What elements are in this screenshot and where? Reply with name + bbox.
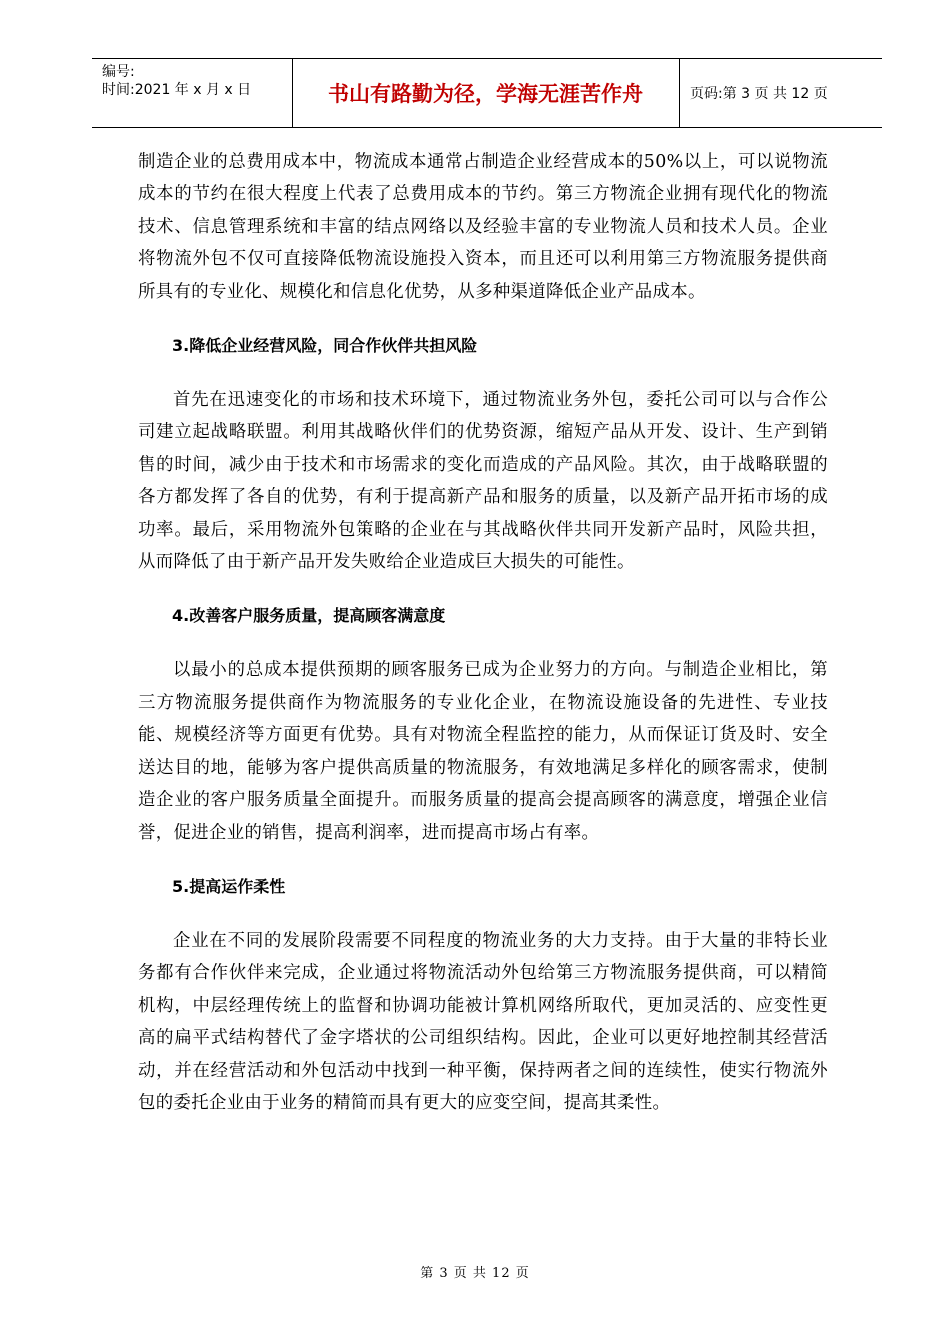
time-label: 时间:2021 年 x 月 x 日 [102,82,252,98]
section-heading: 5.提高运作柔性 [172,876,286,896]
document-body [138,146,828,1119]
header-page-info: 页码:第 3 页 共 12 页 [690,86,828,102]
page-footer: 第 3 页 共 12 页 [420,1266,530,1281]
section-heading: 4.改善客户服务质量，提高顾客满意度 [172,606,446,626]
header-motto: 书山有路勤为径，学海无涯苦作舟 [328,82,643,106]
header-divider [679,59,680,127]
paragraph: 以最小的总成本提供预期的顾客服务已成为企业努力的方向。与制造企业相比，第三方物流服务提供商作为物流服务的专业化企业，在物流设施设备的先进性、专业技能、规模经济等方面更有优势。具有对物流全程监控的能力，从而保证订货及时、安全送达目的地，能够为客户提供高质量的物流服务，有效地满足多样化的顾客需求，使制造企业的客户服务质量全面提升。而服务质量的提高会提高顾客的满意度，增强企业信誉，促进企业的销售，提高利润率，进而提高市场占有率。 [138,660,828,843]
paragraph: 首先在迅速变化的市场和技术环境下，通过物流业务外包，委托公司可以与合作公司建立起战略联盟。利用其战略伙伴们的优势资源，缩短产品从开发、设计、生产到销售的时间，减少由于技术和市场需求的变化而造成的产品风险。其次，由于战略联盟的各方都发挥了各自的优势，有利于提高新产品和服务的质量，以及新产品开拓市场的成功率。最后，采用物流外包策略的企业在与其战略伙伴共同开发新产品时，风险共担，从而降低了由于新产品开发失败给企业造成巨大损失的可能性。 [138,390,828,573]
paragraph: 制造企业的总费用成本中，物流成本通常占制造企业经营成本的50%以上，可以说物流成本的节约在很大程度上代表了总费用成本的节约。第三方物流企业拥有现代化的物流技术、信息管理系统和丰富的结点网络以及经验丰富的专业物流人员和技术人员。企业将物流外包不仅可直接降低物流设施投入资本，而且还可以利用第三方物流服务提供商所具有的专业化、规模化和信息化优势，从多种渠道降低企业产品成本。 [138,152,828,302]
paragraph: 企业在不同的发展阶段需要不同程度的物流业务的大力支持。由于大量的非特长业务都有合作伙伴来完成，企业通过将物流活动外包给第三方物流服务提供商，可以精简机构，中层经理传统上的监督和协调功能被计算机网络所取代，更加灵活的、应变性更高的扁平式结构替代了金字塔状的公司组织结构。因此，企业可以更好地控制其经营活动，并在经营活动和外包活动中找到一种平衡，保持两者之间的连续性，使实行物流外包的委托企业由于业务的精简而具有更大的应变空间，提高其柔性。 [138,930,828,1113]
header-meta [102,63,251,99]
page-header [92,58,882,128]
number-label: 编号: [102,64,135,80]
section-heading: 3.降低企业经营风险，同合作伙伴共担风险 [172,336,478,356]
